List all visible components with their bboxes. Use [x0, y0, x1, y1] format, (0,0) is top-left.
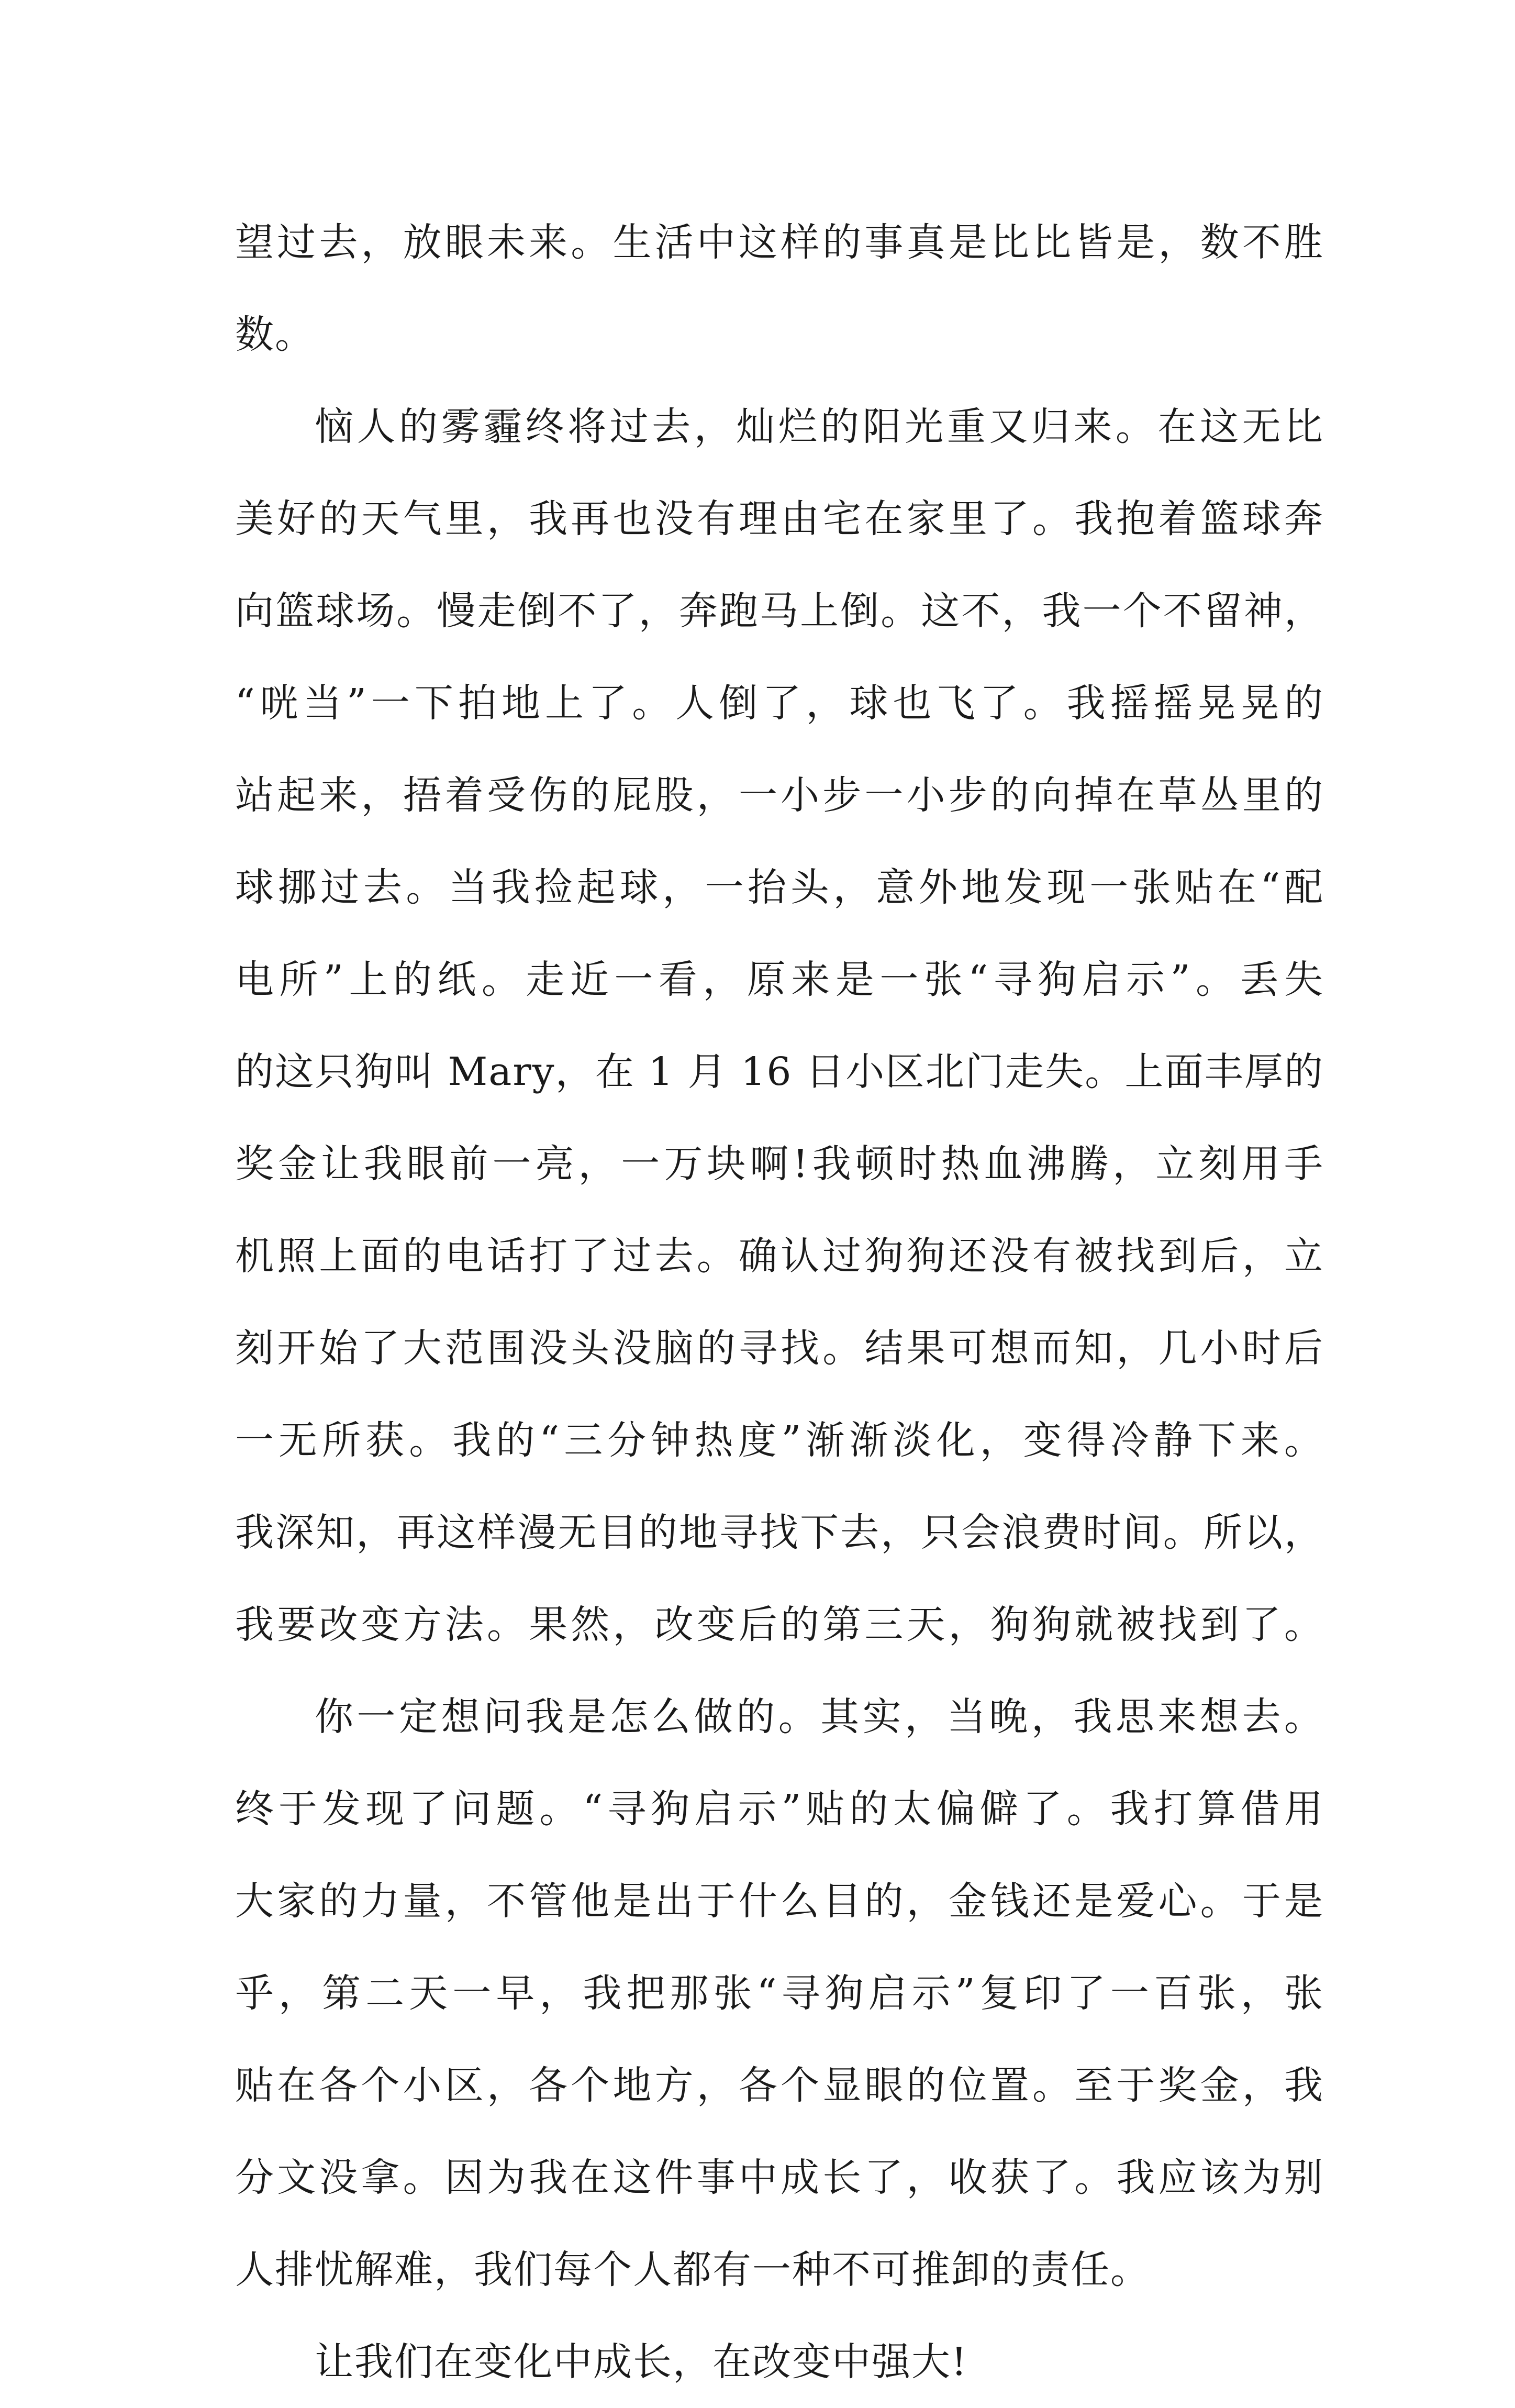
- text-line: 一无所获。我的“三分钟热度”渐渐淡化，变得冷静下来。: [235, 1418, 1324, 1463]
- paragraph-start-line: 恼人的雾霾终将过去，灿烂的阳光重又归来。在这无比: [315, 404, 1324, 449]
- text-line: 贴在各个小区，各个地方，各个显眼的位置。至于奖金，我: [235, 2063, 1324, 2108]
- text-line: 刻开始了大范围没头没脑的寻找。结果可想而知，几小时后: [235, 1326, 1324, 1371]
- text-line: 终于发现了问题。“寻狗启示”贴的太偏僻了。我打算借用: [235, 1786, 1324, 1832]
- text-line: 人排忧解难，我们每个人都有一种不可推卸的责任。: [235, 2247, 1150, 2292]
- text-line: 乎，第二天一早，我把那张“寻狗启示”复印了一百张，张: [235, 1971, 1324, 2016]
- paragraph-start-line: 让我们在变化中成长，在改变中强大!: [315, 2339, 968, 2384]
- text-line: 站起来，捂着受伤的屁股，一小步一小步的向掉在草丛里的: [235, 773, 1324, 818]
- text-line: 望过去，放眼未来。生活中这样的事真是比比皆是，数不胜: [235, 220, 1324, 265]
- text-line: 机照上面的电话打了过去。确认过狗狗还没有被找到后，立: [235, 1234, 1324, 1279]
- text-line: 球挪过去。当我捡起球，一抬头，意外地发现一张贴在“配: [235, 865, 1324, 910]
- text-line: 我深知，再这样漫无目的地寻找下去，只会浪费时间。所以，: [235, 1510, 1324, 1555]
- text-line: 的这只狗叫 Mary，在 1 月 16 日小区北门走失。上面丰厚的: [235, 1049, 1324, 1094]
- text-line: 奖金让我眼前一亮，一万块啊!我顿时热血沸腾，立刻用手: [235, 1141, 1324, 1186]
- text-line: 分文没拿。因为我在这件事中成长了，收获了。我应该为别: [235, 2155, 1324, 2200]
- text-line: “咣当”一下拍地上了。人倒了，球也飞了。我摇摇晃晃的: [235, 681, 1324, 726]
- text-line: 美好的天气里，我再也没有理由宅在家里了。我抱着篮球奔: [235, 496, 1324, 541]
- body-text: [235, 196, 1324, 2408]
- text-line: 数。: [235, 312, 315, 357]
- text-line: 向篮球场。慢走倒不了，奔跑马上倒。这不，我一个不留神，: [235, 589, 1324, 634]
- text-line: 大家的力量，不管他是出于什么目的，金钱还是爱心。于是: [235, 1879, 1324, 1924]
- text-line: 我要改变方法。果然，改变后的第三天，狗狗就被找到了。: [235, 1602, 1324, 1647]
- text-line: 电所”上的纸。走近一看，原来是一张“寻狗启示”。丢失: [235, 957, 1324, 1002]
- paragraph-start-line: 你一定想问我是怎么做的。其实，当晚，我思来想去。: [315, 1694, 1324, 1739]
